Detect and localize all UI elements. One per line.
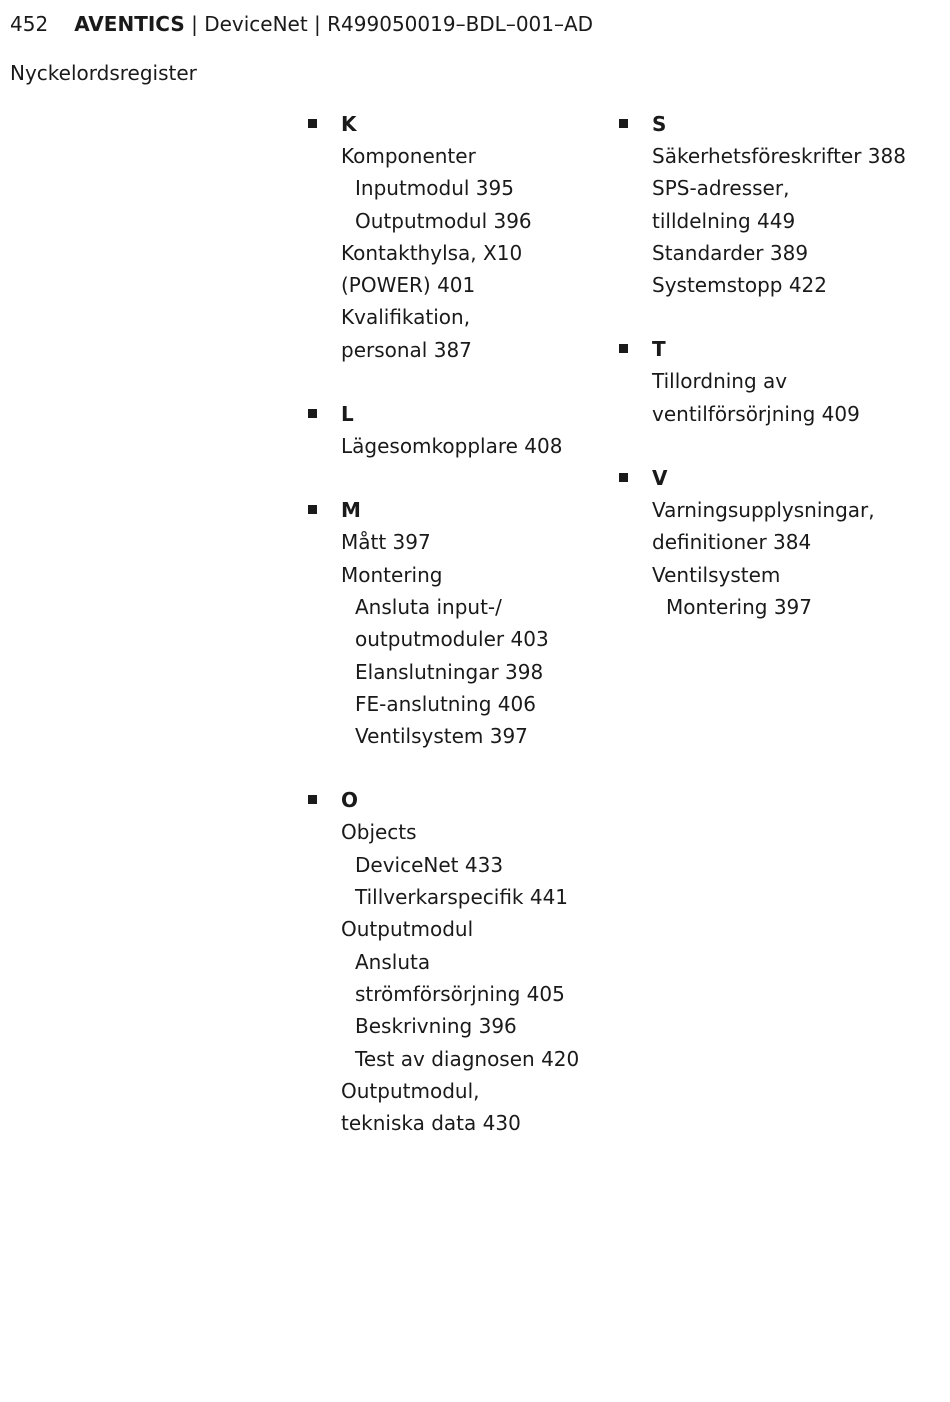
section-heading — [305, 784, 605, 816]
index-entry: Säkerhetsföreskrifter 388 — [652, 144, 906, 168]
index-section-v — [616, 462, 946, 623]
square-bullet-icon — [308, 795, 317, 804]
index-entry: Outputmodul, — [341, 1078, 480, 1103]
index-subentry: FE-anslutning 406 — [355, 691, 536, 716]
index-subentry: Montering 397 — [666, 594, 812, 619]
section-heading — [616, 333, 946, 365]
index-entry: Outputmodul — [341, 917, 474, 942]
index-subentry: Test av diagnosen 420 — [355, 1046, 580, 1071]
index-column-right — [616, 108, 946, 655]
index-section-m — [305, 494, 605, 752]
index-subentry: DeviceNet 433 — [355, 852, 504, 877]
page-header — [10, 12, 593, 36]
index-entry: tekniska data 430 — [341, 1111, 521, 1136]
index-subentry: outputmoduler 403 — [355, 627, 549, 652]
index-entry: Varningsupplysningar, — [652, 498, 875, 523]
index-entry: tilldelning 449 — [652, 208, 796, 233]
index-entry: personal 387 — [341, 337, 472, 362]
section-title: Nyckelordsregister — [10, 61, 197, 85]
index-section-k — [305, 108, 605, 366]
section-letter: O — [341, 788, 359, 813]
square-bullet-icon — [619, 119, 628, 128]
brand-name: AVENTICS — [74, 12, 185, 36]
section-letter: L — [341, 402, 354, 427]
page-number: 452 — [10, 12, 49, 36]
index-entry: definitioner 384 — [652, 530, 812, 555]
index-entry: Ventilsystem — [652, 562, 781, 587]
index-entry: Systemstopp 422 — [652, 273, 827, 298]
section-letter: V — [652, 466, 668, 491]
index-entry: Standarder 389 — [652, 240, 809, 265]
index-entry: Kvalifikation, — [341, 305, 471, 330]
index-section-t — [616, 333, 946, 430]
section-heading — [616, 462, 946, 494]
document-id: | DeviceNet | R499050019–BDL–001–AD — [184, 12, 594, 36]
index-entry: Montering — [341, 562, 443, 587]
index-subentry: strömförsörjning 405 — [355, 981, 565, 1006]
index-section-o — [305, 784, 605, 1139]
index-section-l — [305, 398, 605, 462]
section-letter: T — [652, 337, 666, 362]
square-bullet-icon — [619, 473, 628, 482]
index-subentry: Outputmodul 396 — [355, 208, 532, 233]
index-section-s — [616, 108, 946, 301]
index-subentry: Tillverkarspecifik 441 — [355, 885, 569, 910]
index-subentry: Inputmodul 395 — [355, 176, 514, 201]
index-entry: Mått 397 — [341, 530, 431, 555]
section-heading — [305, 108, 605, 140]
index-entry: (POWER) 401 — [341, 273, 476, 298]
section-letter: K — [341, 112, 357, 136]
index-entry: Kontakthylsa, X10 — [341, 240, 523, 265]
index-subentry: Elanslutningar 398 — [355, 659, 544, 684]
index-entry: Komponenter — [341, 144, 476, 168]
index-entry: ventilförsörjning 409 — [652, 401, 860, 426]
square-bullet-icon — [619, 344, 628, 353]
section-heading — [616, 108, 946, 140]
index-entry: SPS-adresser, — [652, 176, 790, 201]
index-subentry: Ansluta — [355, 949, 431, 974]
index-entry: Tillordning av — [652, 369, 788, 394]
index-entry: Objects — [341, 820, 417, 845]
index-subentry: Ansluta input-/ — [355, 594, 502, 619]
index-subentry: Beskrivning 396 — [355, 1014, 517, 1039]
index-entry: Lägesomkopplare 408 — [341, 434, 563, 459]
index-subentry: Ventilsystem 397 — [355, 724, 528, 749]
index-column-left — [305, 108, 605, 1171]
section-heading — [305, 494, 605, 526]
square-bullet-icon — [308, 409, 317, 418]
square-bullet-icon — [308, 505, 317, 514]
section-letter: M — [341, 498, 361, 523]
section-letter: S — [652, 112, 667, 136]
section-heading — [305, 398, 605, 430]
square-bullet-icon — [308, 119, 317, 128]
